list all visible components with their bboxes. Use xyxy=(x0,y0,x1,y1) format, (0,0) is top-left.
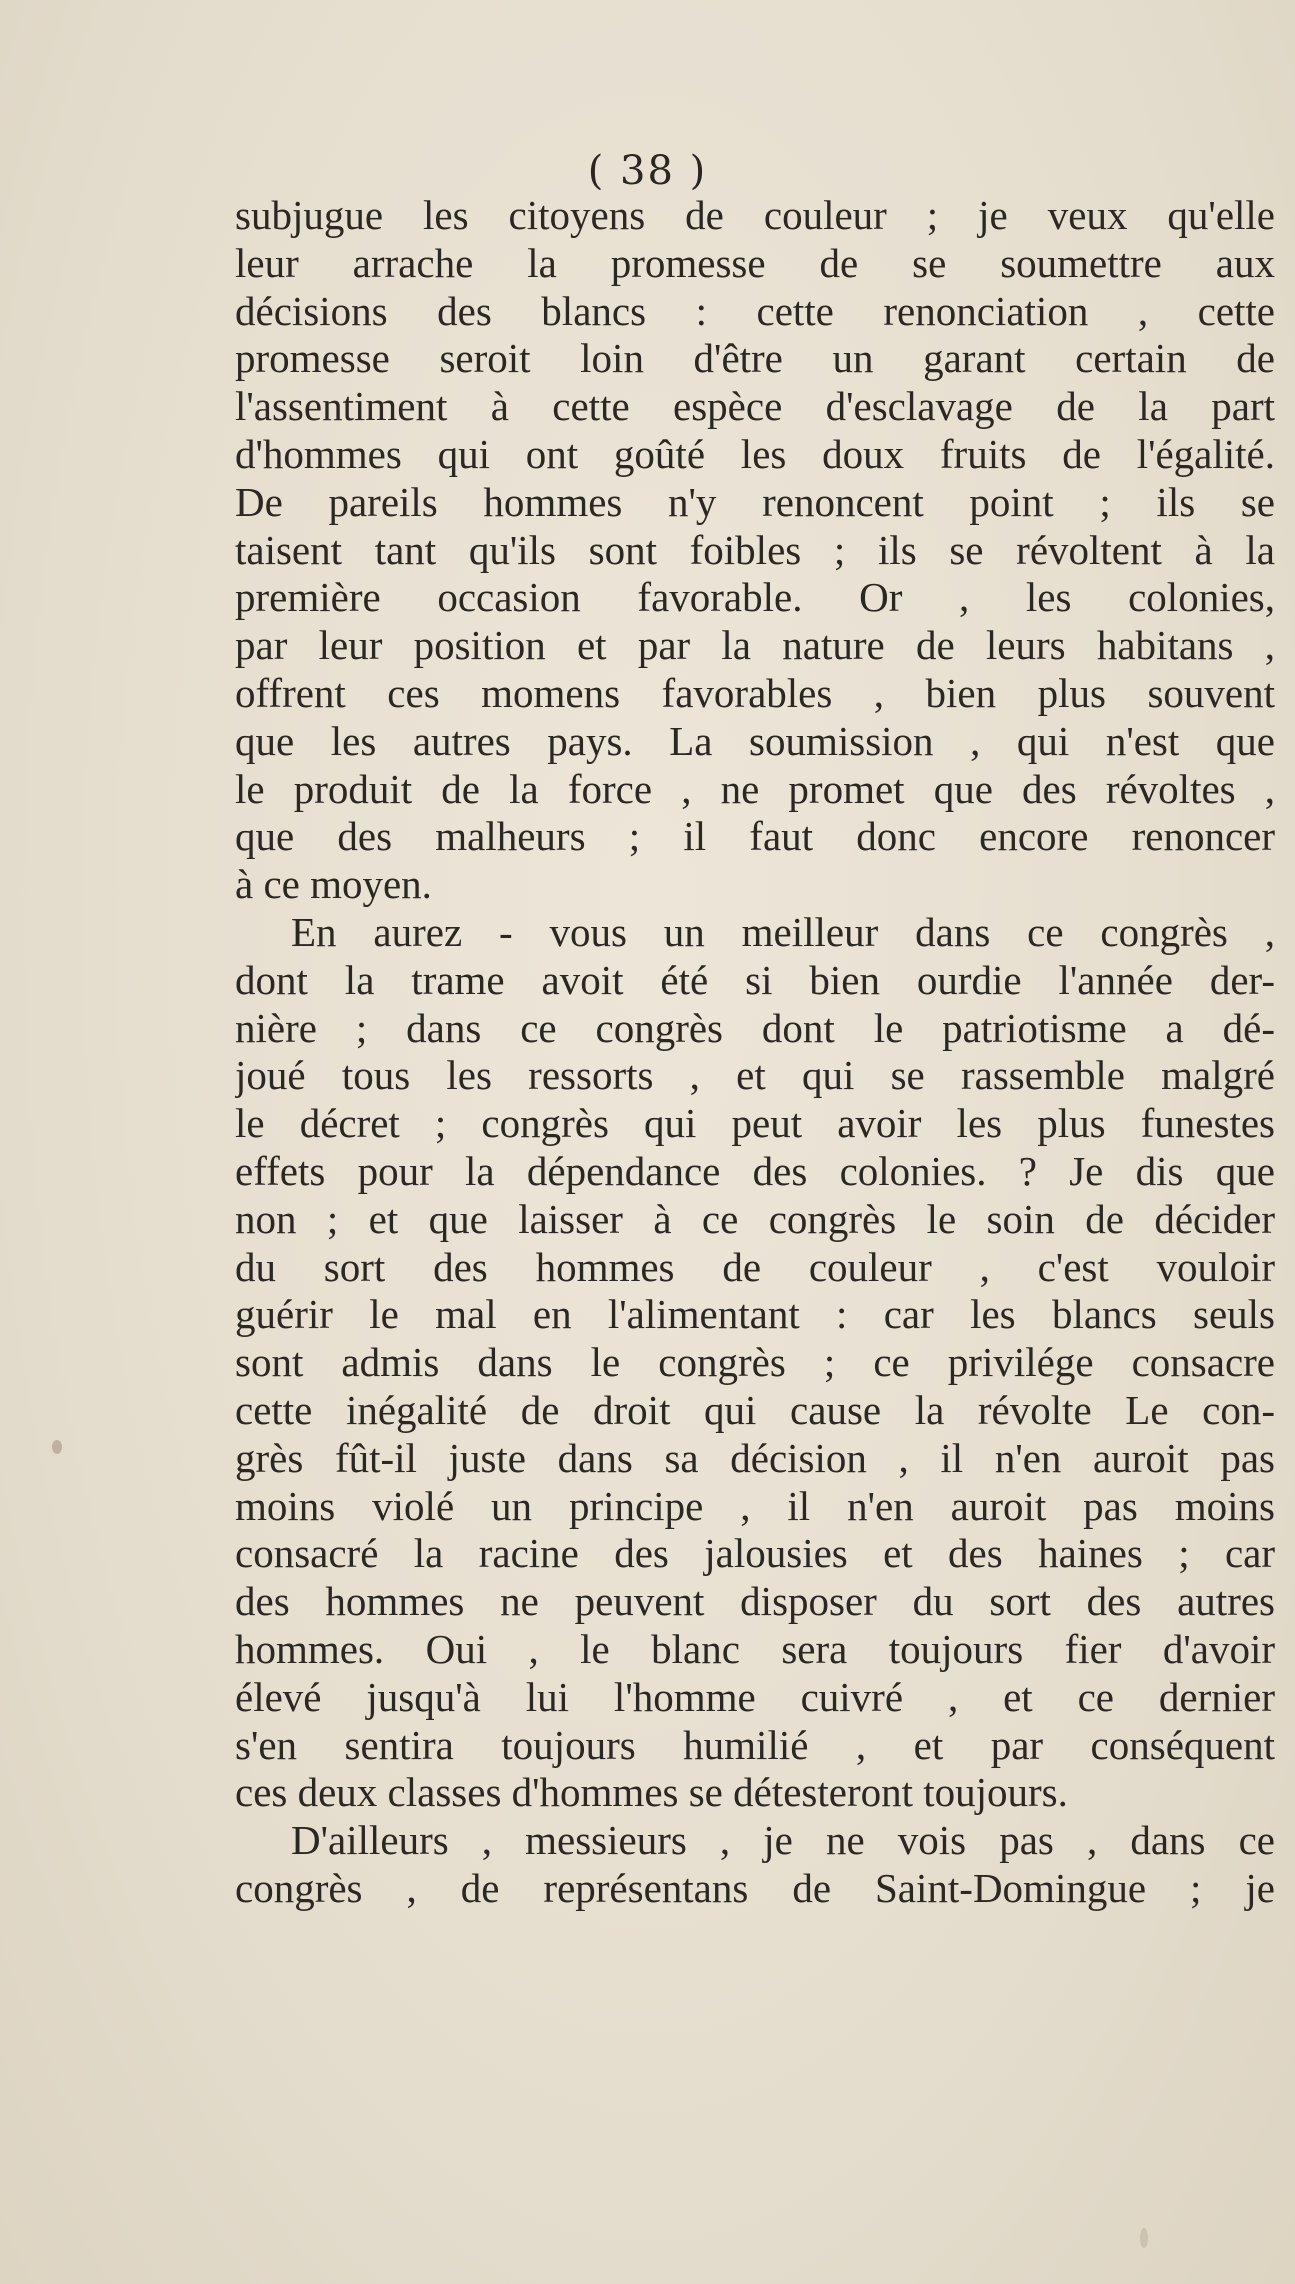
text-line: non ; et que laisser à ce congrès le soin de décider xyxy=(235,1195,1275,1242)
text-line: nière ; dans ce congrès dont le patriotisme a dé- xyxy=(235,1004,1275,1051)
text-line: effets pour la dépendance des colonies. ? Je dis que xyxy=(235,1147,1275,1194)
text-line: le décret ; congrès qui peut avoir les plus funestes xyxy=(235,1100,1275,1147)
text-line: des hommes ne peuvent disposer du sort des autres xyxy=(235,1578,1275,1625)
text-line: moins violé un principe , il n'en auroit pas moins xyxy=(235,1482,1275,1529)
text-line: que des malheurs ; il faut donc encore renoncer xyxy=(235,813,1275,860)
text-line: D'ailleurs , messieurs , je ne vois pas , dans ce xyxy=(291,1817,1275,1864)
text-line: congrès , de représentans de Saint-Domingue ; je xyxy=(235,1864,1275,1911)
text-line: par leur position et par la nature de leurs habitans , xyxy=(235,622,1275,669)
text-line: du sort des hommes de couleur , c'est vouloir xyxy=(235,1243,1275,1290)
text-line: promesse seroit loin d'être un garant certain de xyxy=(235,335,1275,382)
text-line: offrent ces momens favorables , bien plus souvent xyxy=(235,669,1275,716)
text-line: guérir le mal en l'alimentant : car les blancs seuls xyxy=(235,1291,1275,1338)
text-line: s'en sentira toujours humilié , et par conséquent xyxy=(235,1721,1275,1768)
body-text xyxy=(235,192,1275,1913)
text-line: élevé jusqu'à lui l'homme cuivré , et ce dernier xyxy=(235,1673,1275,1720)
text-line: sont admis dans le congrès ; ce privilége consacre xyxy=(235,1339,1275,1386)
text-line: le produit de la force , ne promet que des révoltes , xyxy=(235,765,1275,812)
text-line: l'assentiment à cette espèce d'esclavage de la part xyxy=(235,383,1275,430)
text-line: décisions des blancs : cette renonciation , cette xyxy=(235,287,1275,334)
text-line: d'hommes qui ont goûté les doux fruits de l'égalité. xyxy=(235,430,1275,477)
text-line: dont la trame avoit été si bien ourdie l'année der- xyxy=(235,956,1275,1003)
page-number: ( 38 ) xyxy=(587,148,708,194)
text-line: première occasion favorable. Or , les colonies, xyxy=(235,574,1275,621)
text-line: leur arrache la promesse de se soumettre aux xyxy=(235,239,1275,286)
text-line: à ce moyen. xyxy=(235,861,432,908)
text-line: subjugue les citoyens de couleur ; je veux qu'elle xyxy=(235,192,1275,238)
text-line: cette inégalité de droit qui cause la révolte Le con- xyxy=(235,1386,1275,1433)
text-line: hommes. Oui , le blanc sera toujours fier d'avoir xyxy=(235,1625,1275,1672)
text-line: taisent tant qu'ils sont foibles ; ils se révoltent à la xyxy=(235,526,1275,573)
text-line: que les autres pays. La soumission , qui n'est que xyxy=(235,717,1275,764)
paper-stain xyxy=(52,1440,62,1454)
text-line: ces deux classes d'hommes se détesteront toujours. xyxy=(235,1769,1068,1816)
text-line: consacré la racine des jalousies et des haines ; car xyxy=(235,1530,1275,1577)
text-line: De pareils hommes n'y renoncent point ; ils se xyxy=(235,478,1275,525)
text-line: joué tous les ressorts , et qui se rassemble malgré xyxy=(235,1052,1275,1099)
text-line: grès fût-il juste dans sa décision , il n'en auroit pas xyxy=(235,1434,1275,1481)
paper-stain xyxy=(1140,2228,1148,2248)
text-line: En aurez - vous un meilleur dans ce congrès , xyxy=(291,908,1275,955)
